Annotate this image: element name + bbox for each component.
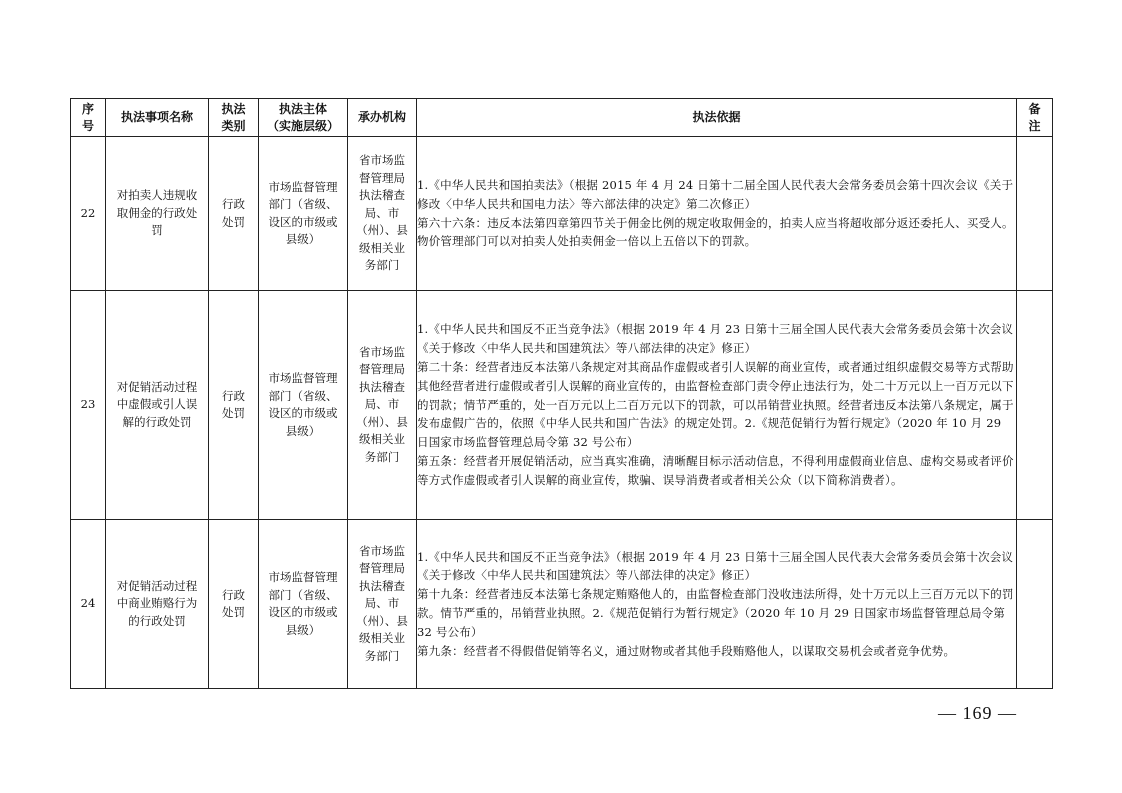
basis-paragraph: 第二十条：经营者违反本法第八条规定对其商品作虚假或者引人误解的商业宣传，或者通过组织虚假交易等方式帮助其他经营者进行虚假或者引人误解的商业宣传的，由监督检查部门责令停止违法行为，处二十万元以上一百万元以下的罚款；情节严重的，处一百万元以上二百万元以下的罚款，可以吊销营业执照。经营者违反本法第八条规定，属于发布虚假广告的，依照《中华人民共和国广告法》的规定处罚。2.《规范促销行为暂行规定》（2020 年 10 月 29 日国家市场监督管理总局令第 32 号公布）: [417, 360, 1014, 450]
item-name: 对促销活动过程中商业贿赂行为的行政处罚: [106, 520, 209, 689]
row-number: 24: [71, 520, 106, 689]
remark: [1017, 520, 1053, 689]
page-number: — 169 —: [938, 703, 1017, 723]
remark: [1017, 291, 1053, 520]
item-name: 对拍卖人违规收取佣金的行政处罚: [106, 137, 209, 291]
subject: 市场监督管理部门（省级、设区的市级或县级）: [259, 291, 348, 520]
table-header-row: [71, 99, 1053, 137]
agency: 省市场监督管理局执法稽查局、市（州）、县级相关业务部门: [348, 520, 417, 689]
table-row: [71, 291, 1053, 520]
table-row: [71, 520, 1053, 689]
row-number: 22: [71, 137, 106, 291]
remark: [1017, 137, 1053, 291]
item-name: 对促销活动过程中虚假或引人误解的行政处罚: [106, 291, 209, 520]
category: 行政处罚: [209, 291, 259, 520]
header-remark: 备注: [1017, 99, 1053, 137]
subject: 市场监督管理部门（省级、设区的市级或县级）: [259, 137, 348, 291]
header-subject: [259, 99, 348, 137]
header-category: 执法类别: [209, 99, 259, 137]
basis-paragraph: 第十九条：经营者违反本法第七条规定贿赂他人的，由监督检查部门没收违法所得，处十万元以上三百万元以下的罚款。情节严重的，吊销营业执照。2.《规范促销行为暂行规定》（2020 年 10 月 29 日国家市场监督管理总局令第 32 号公布）: [417, 587, 1014, 639]
agency: 省市场监督管理局执法稽查局、市（州）、县级相关业务部门: [348, 137, 417, 291]
category: 行政处罚: [209, 137, 259, 291]
category: 行政处罚: [209, 520, 259, 689]
subject: 市场监督管理部门（省级、设区的市级或县级）: [259, 520, 348, 689]
header-no: 序号: [71, 99, 106, 137]
row-number: 23: [71, 291, 106, 520]
basis-paragraph: 第六十六条：违反本法第四章第四节关于佣金比例的规定收取佣金的，拍卖人应当将超收部分返还委托人、买受人。物价管理部门可以对拍卖人处拍卖佣金一倍以上五倍以下的罚款。: [417, 215, 1014, 249]
basis-paragraph: 1.《中华人民共和国拍卖法》（根据 2015 年 4 月 24 日第十二届全国人民代表大会常务委员会第十四次会议《关于修改〈中华人民共和国电力法〉等六部法律的决定》第二次修正）: [417, 177, 1014, 211]
legal-basis: [417, 137, 1017, 291]
basis-paragraph: 1.《中华人民共和国反不正当竞争法》（根据 2019 年 4 月 23 日第十三届全国人民代表大会常务委员会第十次会议《关于修改〈中华人民共和国建筑法〉等八部法律的决定》修正）: [417, 322, 1014, 356]
header-subject-line1: 执法主体: [278, 101, 327, 116]
legal-basis: [417, 291, 1017, 520]
basis-paragraph: 第九条：经营者不得假借促销等名义，通过财物或者其他手段贿赂他人，以谋取交易机会或者竞争优势。: [417, 643, 956, 658]
agency: 省市场监督管理局执法稽查局、市（州）、县级相关业务部门: [348, 291, 417, 520]
basis-paragraph: 第五条：经营者开展促销活动，应当真实准确，清晰醒目标示活动信息，不得利用虚假商业信息、虚构交易或者评价等方式作虚假或者引人误解的商业宣传，欺骗、误导消费者或者相关公众（以下简称消费者）。: [417, 453, 1014, 487]
header-item-name: 执法事项名称: [106, 99, 209, 137]
header-subject-line2: （实施层级）: [266, 118, 339, 133]
header-agency: 承办机构: [348, 99, 417, 137]
basis-paragraph: 1.《中华人民共和国反不正当竞争法》（根据 2019 年 4 月 23 日第十三届全国人民代表大会常务委员会第十次会议《关于修改〈中华人民共和国建筑法〉等八部法律的决定》修正）: [417, 549, 1014, 583]
legal-basis: [417, 520, 1017, 689]
enforcement-table: [70, 98, 1053, 689]
header-basis: 执法依据: [417, 99, 1017, 137]
table-row: [71, 137, 1053, 291]
